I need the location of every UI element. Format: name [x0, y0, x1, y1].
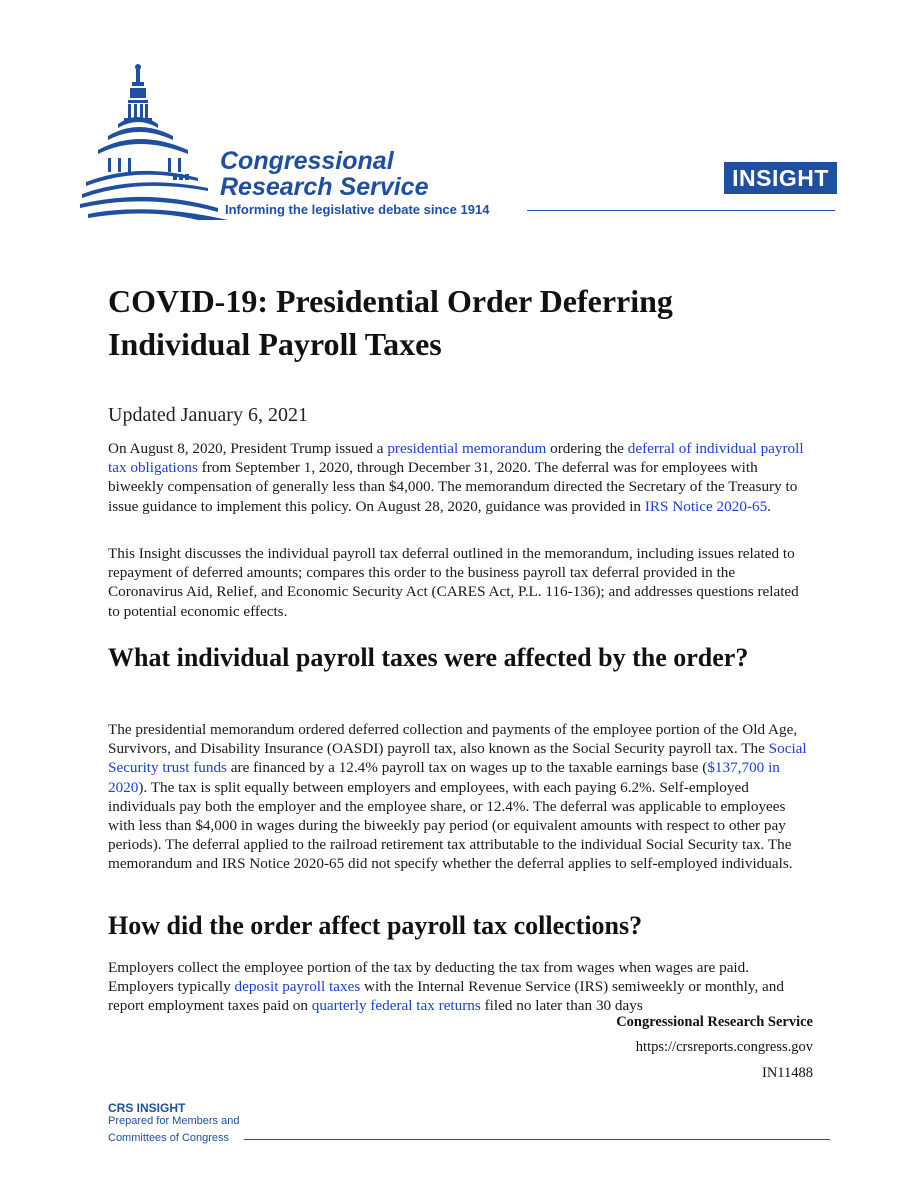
text-run: ). The tax is split equally between employers and employees, with each paying 6.2%. Self-employed individuals pay both the employer and the employee share, or 12.4%. The deferral was applicable to employees with less than $4,000 in wages during the biweekly pay period (or equivalent amounts with respect to other pay periods). The deferral applied to the railroad retirement tax attributable to the individual Social Security tax. The memorandum and IRS Notice 2020-65 did not specify whether the deferral applies to self-employed individuals. [108, 778, 793, 873]
presidential-memorandum-link[interactable]: presidential memorandum [387, 440, 547, 457]
text-run: The presidential memorandum ordered deferred collection and payments of the employee portion of the Old Age, Survivors, and Disability Insurance (OASDI) payroll tax, also known as the Social Security payroll tax. The [108, 721, 798, 758]
title-line1: COVID-19: Presidential Order Deferring [108, 283, 673, 319]
header-divider [527, 210, 835, 211]
prepared-for-line1: Prepared for Members and [108, 1115, 240, 1127]
section-heading-collections: How did the order affect payroll tax collections? [108, 911, 643, 940]
paragraph-affected-taxes [108, 720, 813, 874]
text-run: are financed by a 12.4% payroll tax on wages up to the taxable earnings base ( [226, 759, 708, 777]
crs-insight-label: CRS INSIGHT [108, 1101, 186, 1115]
text-run: ordering the [546, 440, 628, 457]
irs-notice-link[interactable]: IRS Notice 2020-65 [644, 497, 768, 515]
deferral-link[interactable]: deferral of individual payroll tax obligations [108, 440, 804, 477]
prepared-for-line2: Committees of Congress [108, 1132, 230, 1144]
footer-url: https://crsreports.congress.gov [635, 1039, 813, 1055]
text-run: with the Internal Revenue Service (IRS) semiweekly or monthly, and report employment taxes paid on [108, 978, 784, 1015]
capitol-dome-icon [78, 62, 228, 222]
deposit-payroll-taxes-link[interactable]: deposit payroll taxes [234, 978, 361, 996]
section-heading-affected-taxes: What individual payroll taxes were affected by the order? [108, 643, 749, 672]
report-id: IN11488 [761, 1065, 813, 1081]
insight-badge: INSIGHT [724, 162, 837, 194]
paragraph-overview: This Insight discusses the individual payroll tax deferral outlined in the memorandum, including issues related to repayment of deferred amounts; compares this order to the business payroll tax deferral provided in the Coronavirus Aid, Relief, and Economic Security Act (CARES Act, P.L. 116-136); and addresses questions related to potential economic effects. [108, 545, 799, 620]
updated-date: Updated January 6, 2021 [108, 404, 308, 426]
paragraph-collections [108, 958, 813, 1016]
org-name [220, 148, 428, 200]
text-run: Employers collect the employee portion of the tax by deducting the tax from wages when wages are paid. Employers typically [108, 959, 750, 996]
paragraph-intro [108, 439, 813, 516]
page-title [108, 280, 828, 366]
tagline: Informing the legislative debate since 1914 [225, 202, 490, 217]
text-run: On August 8, 2020, President Trump issued a [108, 440, 388, 457]
footer-org-name: Congressional Research Service [616, 1014, 813, 1030]
trust-funds-link[interactable]: Social Security trust funds [108, 740, 807, 777]
footer-divider [244, 1139, 830, 1140]
quarterly-returns-link[interactable]: quarterly federal tax returns [311, 997, 481, 1015]
text-run: filed no later than 30 days [480, 997, 643, 1015]
earnings-base-link[interactable]: $137,700 in 2020 [108, 759, 780, 796]
text-run: from September 1, 2020, through December 31, 2020. The deferral was for employees with biweekly compensation of generally less than $4,000. The memorandum directed the Secretary of the Treasury to issue guidance to implement this policy. On August 28, 2020, guidance was provided in [108, 459, 798, 515]
org-name-line2: Research Service [220, 173, 429, 201]
title-line2: Individual Payroll Taxes [108, 326, 442, 362]
text-run: . [767, 497, 771, 515]
org-name-line1: Congressional [220, 147, 394, 175]
